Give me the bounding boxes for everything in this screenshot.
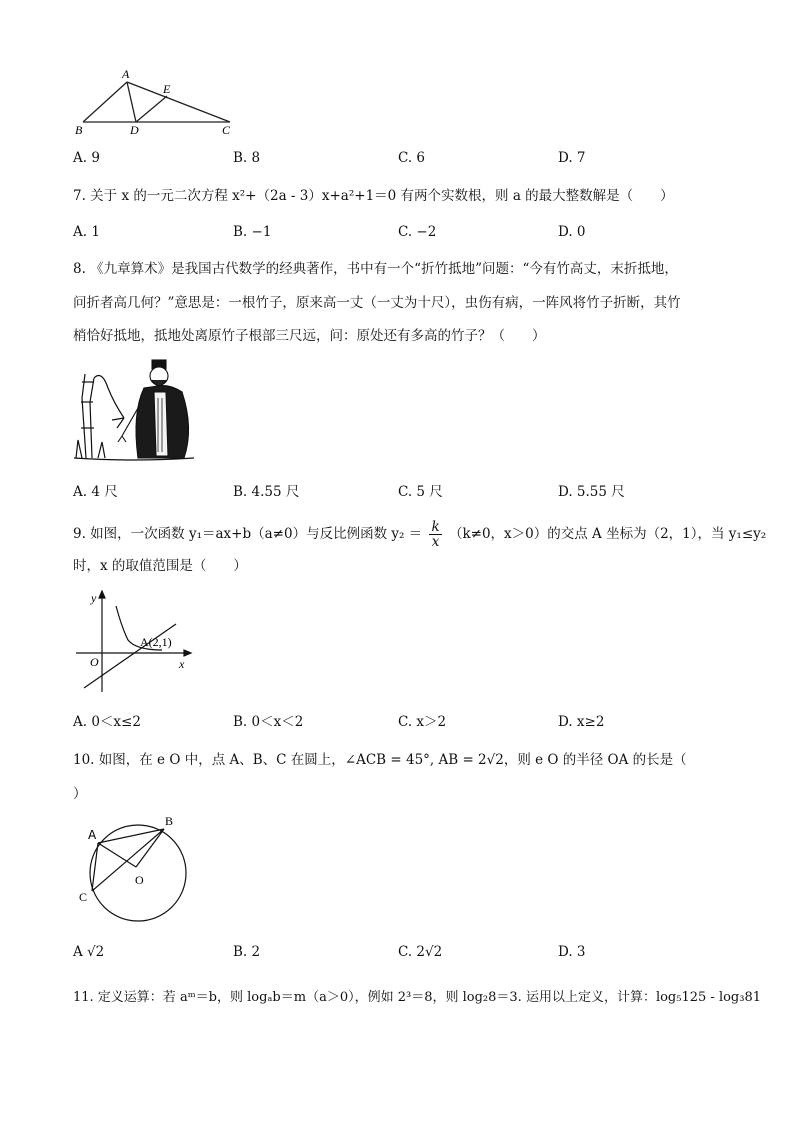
q11-text: 11. 定义运算：若 aᵐ＝b，则 logₐb＝m（a＞0），例如 2³＝8，则 log₂8＝3. 运用以上定义，计算：log₅125 - log₃81 [73,990,761,1005]
q9-option-d: D. x≥2 [558,714,605,730]
q8-option-a: A. 4 尺 [73,484,118,500]
q7-text: 7. 关于 x 的一元二次方程 x²+（2a - 3）x+a²+1＝0 有两个实数根，则 a 的最大整数解是（ ） [73,188,674,204]
q9-text-before: 9. 如图，一次函数 y₁＝ax+b（a≠0）与反比例函数 y₂ ＝ [73,526,423,542]
q7-option-c: C. −2 [398,224,437,240]
q9-line-2: 时，x 的取值范围是（ ） [73,558,247,574]
q9-option-a: A. 0＜x≤2 [73,714,141,730]
label-B: B [75,123,83,137]
q9-fraction-denominator: x [431,534,440,550]
q8-option-c: C. 5 尺 [398,484,443,500]
triangle-figure [70,62,250,140]
q8-line-3: 梢恰好抵地，抵地处离原竹子根部三尺远，问：原处还有多高的竹子？（ ） [73,328,546,344]
q10-option-d: D. 3 [558,944,586,960]
q8-option-b: B. 4.55 尺 [233,484,300,500]
q9-text-after: （k≠0，x＞0）的交点 A 坐标为（2，1），当 y₁≤y₂ [448,526,767,542]
graph-y-label: y [91,591,97,605]
q10-option-b: B. 2 [233,944,261,960]
q9-option-c: C. x＞2 [398,714,447,730]
q9-fraction [429,520,441,549]
q7-option-a: A. 1 [73,224,100,240]
q6-option-c: C. 6 [398,150,426,166]
q6-option-b: B. 8 [233,150,261,166]
label-C: C [222,123,231,137]
q10-option-a: A √2 [73,944,105,960]
q9-fraction-numerator: k [431,519,440,535]
q10-line-2: ） [73,786,87,802]
q7-option-b: B. −1 [233,224,272,240]
q7-option-d: D. 0 [558,224,586,240]
circle-label-C: C [79,890,88,904]
q10-option-c: C. 2√2 [398,944,443,960]
circle-figure [72,815,197,930]
circle-label-A: A [88,828,97,842]
q9-line-1 [73,520,766,549]
q10-line-1: 10. 如图，在 e O 中，点 A、B、C 在圆上，∠ACB = 45°, AB = 2√2，则 e O 的半径 OA 的长是（ [73,752,687,768]
q9-option-b: B. 0＜x＜2 [233,714,304,730]
circle-label-B: B [165,815,174,828]
q8-line-2: 问折者高几何？”意思是：一根竹子，原来高一丈（一丈为十尺），虫伤有病，一阵风将竹子折断，其竹 [73,295,681,311]
q6-option-a: A. 9 [73,150,100,166]
label-D: D [130,123,139,137]
graph-point-label: A(2,1) [140,635,172,649]
label-E: E [163,82,171,96]
q6-option-d: D. 7 [558,150,586,166]
graph-origin-label: O [90,655,99,669]
function-graph [72,588,197,696]
graph-x-label: x [179,657,185,671]
q8-line-1: 8. 《九章算术》是我国古代数学的经典著作，书中有一个“折竹抵地”问题：“今有竹高丈，末折抵地， [73,261,678,277]
q8-option-d: D. 5.55 尺 [558,484,625,500]
label-A: A [122,67,130,81]
scholar-bamboo-illustration [72,358,200,466]
circle-label-O: O [135,873,144,887]
